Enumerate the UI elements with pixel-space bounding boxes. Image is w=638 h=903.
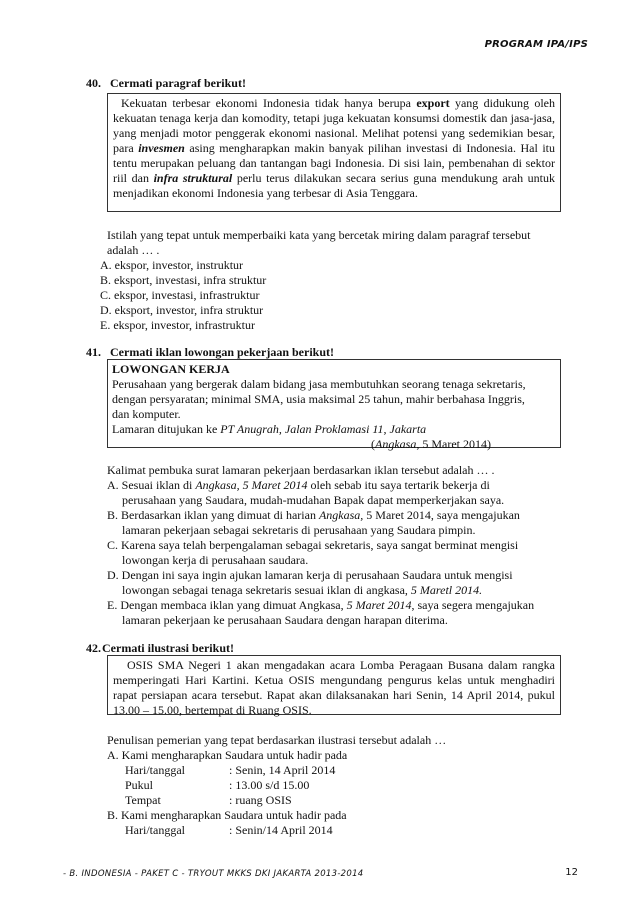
word-infra-struktural: infra struktural xyxy=(153,171,233,185)
q40-question-line2: adalah … . xyxy=(107,243,160,257)
q41-number: 41. xyxy=(86,345,101,359)
q41-question: Kalimat pembuka surat lamaran pekerjaan berdasarkan iklan tersebut adalah … . xyxy=(107,463,495,477)
footer-text: - B. INDONESIA - PAKET C - TRYOUT MKKS DKI JAKARTA 2013-2014 xyxy=(63,869,364,879)
q40-option-a[interactable]: A. ekspor, investor, instruktur xyxy=(100,258,244,272)
q42-b-row-date: Hari/tanggal : Senin/14 April 2014 xyxy=(125,823,333,837)
ad-line3: dan komputer. xyxy=(112,407,181,421)
q42-question: Penulisan pemerian yang tepat berdasarkan ilustrasi tersebut adalah … xyxy=(107,733,447,747)
q41-option-d[interactable]: D. Dengan ini saya ingin ajukan lamaran kerja di perusahaan Saudara untuk mengisi xyxy=(107,568,513,582)
ad-line4: Lamaran ditujukan ke PT Anugrah, Jalan Proklamasi 11, Jakarta xyxy=(112,422,427,436)
q42-number: 42. xyxy=(86,641,101,655)
program-header: PROGRAM IPA/IPS xyxy=(484,39,588,50)
q42-illustration-box xyxy=(107,655,561,715)
ad-line2: dengan persyaratan; minimal SMA, usia maksimal 25 tahun, mahir berbahasa Inggris, xyxy=(112,392,525,406)
q41-option-c[interactable]: C. Karena saya telah berpengalaman sebagai sekretaris, saya sangat berminat mengisi xyxy=(107,538,519,552)
q40-title: Cermati paragraf berikut! xyxy=(110,76,246,90)
q42-illustration-text: OSIS SMA Negeri 1 akan mengadakan acara Lomba Peragaan Busana dalam rangka memperingati Hari Kartini. Ketua OSIS mengundang pengurus kelas untuk menghadiri rapat persiapan acara tersebut. Rapat akan dilaksanakan hari Senin, 14 April 2014, pukul 13.00 – 15.00, bertempat di Ruang OSIS. xyxy=(113,658,555,717)
q40-option-e[interactable]: E. ekspor, investor, infrastruktur xyxy=(100,318,256,332)
ad-heading: LOWONGAN KERJA xyxy=(112,362,230,376)
q40-option-d[interactable]: D. eksport, investor, infra struktur xyxy=(100,303,264,317)
q41-option-e-cont: lamaran pekerjaan ke perusahaan Saudara dengan harapan diterima. xyxy=(122,613,448,627)
q40-paragraph: Kekuatan terbesar ekonomi Indonesia tidak hanya berupa export yang didukung oleh kekuatan tenaga kerja dan komodity, tetapi juga kekuatan konsumsi domestik dan jasa-jasa, yang menjadi motor penggerak ekonomi nasional. Melihat potensi yang sedemikian besar, para invesmen asing mengharapkan makin banyak pilihan investasi di Indonesia. Hal itu tentu merupakan peluang dan tantangan bagi Indonesia. Di sisi lain, pembenahan di sektor riil dan infra struktural perlu terus dilakukan secara serius guna mendukung arah untuk menjadikan ekonomi Indonesia yang terbesar di Asia Tenggara. xyxy=(113,96,556,200)
q41-option-a[interactable]: A. Sesuai iklan di Angkasa, 5 Maret 2014 oleh sebab itu saya tertarik bekerja di xyxy=(107,478,490,492)
word-export: export xyxy=(416,96,450,110)
q41-ad-box xyxy=(107,359,561,451)
q40-number: 40. xyxy=(86,76,101,90)
q42-option-b[interactable]: B. Kami mengharapkan Saudara untuk hadir pada xyxy=(107,808,347,822)
ad-line1: Perusahaan yang bergerak dalam bidang jasa membutuhkan seorang tenaga sekretaris, xyxy=(112,377,526,391)
ad-source: (Angkasa, 5 Maret 2014) xyxy=(371,437,491,451)
q40-question-line1: Istilah yang tepat untuk memperbaiki kata yang bercetak miring dalam paragraf tersebut xyxy=(107,228,531,242)
q42-a-row-date: Hari/tanggal : Senin, 14 April 2014 xyxy=(125,763,336,777)
q41-title: Cermati iklan lowongan pekerjaan berikut! xyxy=(110,345,335,359)
word-invesmen: invesmen xyxy=(138,141,185,155)
q40-option-c[interactable]: C. ekspor, investasi, infrastruktur xyxy=(100,288,260,302)
q40-paragraph-box xyxy=(107,93,561,212)
q41-option-d-cont: lowongan sebagai tenaga sekretaris sesuai iklan di angkasa, 5 Maretl 2014. xyxy=(122,583,483,597)
q42-a-row-time: Pukul : 13.00 s/d 15.00 xyxy=(125,778,310,792)
q42-option-a[interactable]: A. Kami mengharapkan Saudara untuk hadir pada xyxy=(107,748,348,762)
q41-option-e[interactable]: E. Dengan membaca iklan yang dimuat Angkasa, 5 Maret 2014, saya segera mengajukan xyxy=(107,598,535,612)
q41-option-b-cont: lamaran pekerjaan sebagai sekretaris di perusahaan yang Saudara pimpin. xyxy=(122,523,476,537)
page-number: 12 xyxy=(565,867,578,878)
q41-option-b[interactable]: B. Berdasarkan iklan yang dimuat di harian Angkasa, 5 Maret 2014, saya mengajukan xyxy=(107,508,520,522)
q40-option-b[interactable]: B. eksport, investasi, infra struktur xyxy=(100,273,267,287)
q42-title: Cermati ilustrasi berikut! xyxy=(102,641,234,655)
q41-option-c-cont: lowongan kerja di perusahaan saudara. xyxy=(122,553,309,567)
q41-option-a-cont: perusahaan yang Saudara, mudah-mudahan Bapak dapat memperkerjakan saya. xyxy=(122,493,505,507)
q42-a-row-place: Tempat : ruang OSIS xyxy=(125,793,292,807)
